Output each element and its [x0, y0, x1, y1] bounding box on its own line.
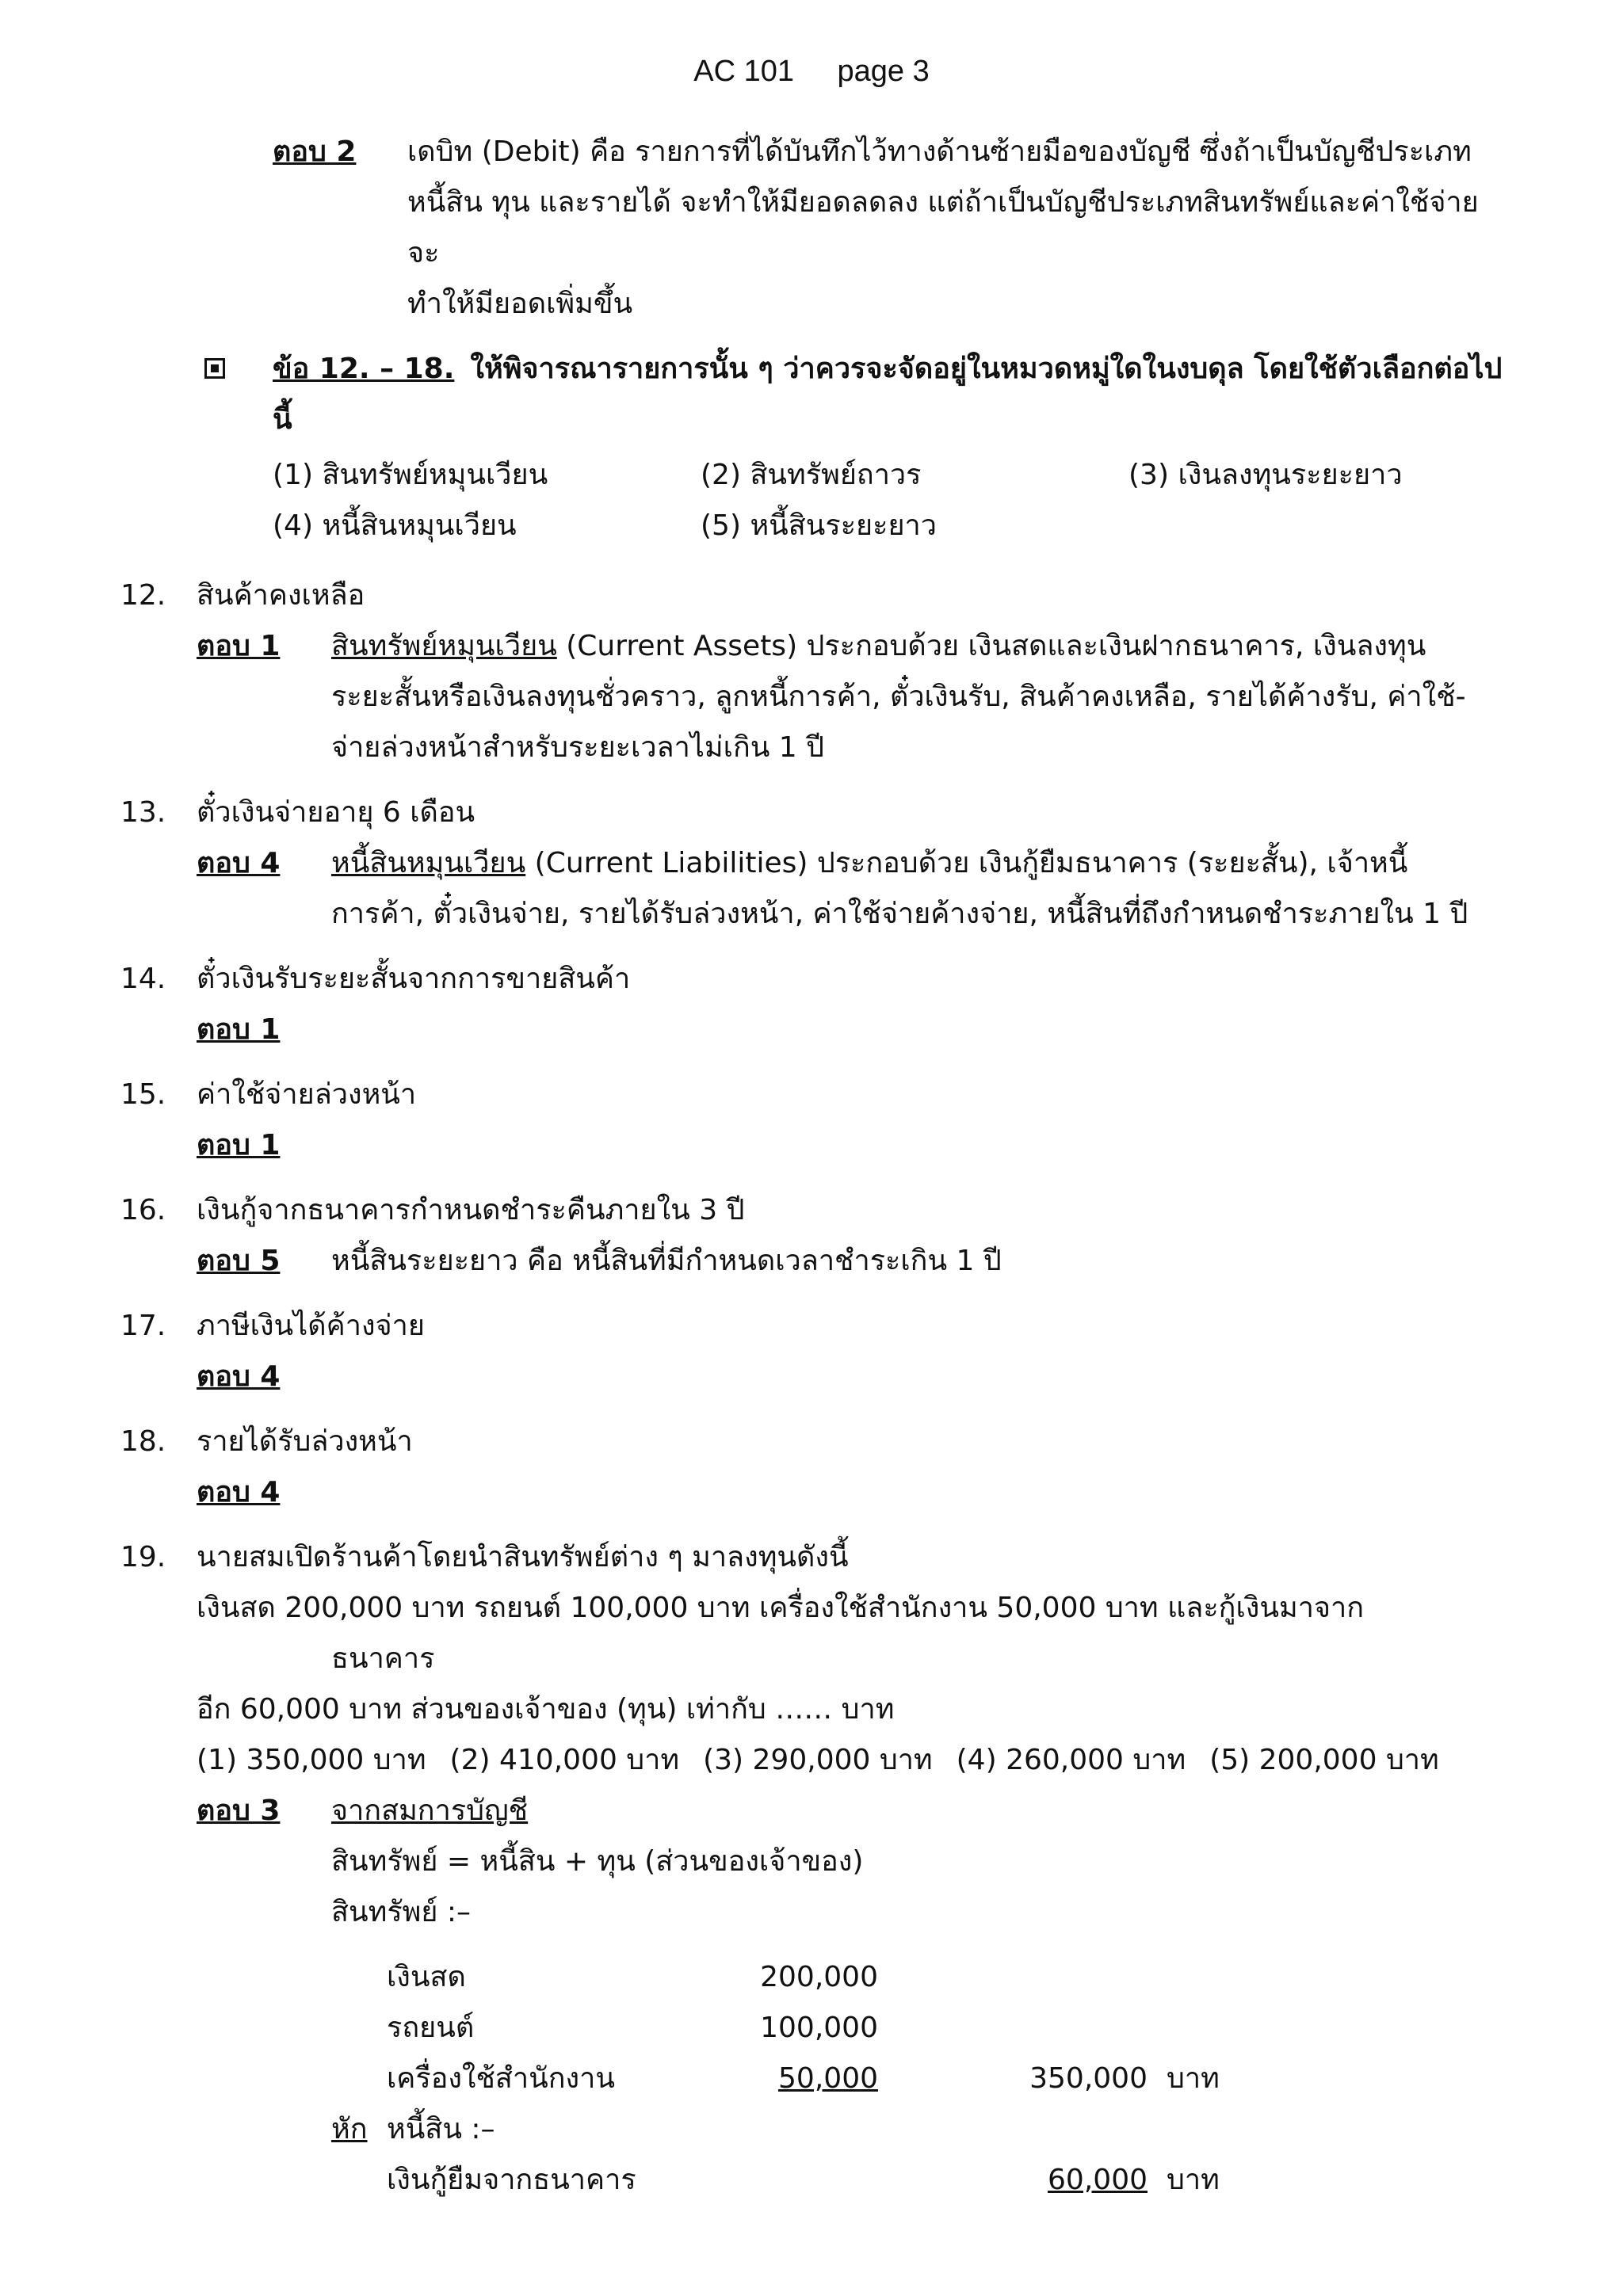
question-text: ภาษีเงินได้ค้างจ่าย [197, 1310, 425, 1342]
section-ref: ข้อ 12. – 18. [273, 353, 455, 385]
question-number: 18. [120, 1425, 166, 1458]
question-text: เงินกู้จากธนาคารกำหนดชำระคืนภายใน 3 ปี [197, 1194, 745, 1226]
question-14 [120, 954, 1504, 1055]
liability-amount: 60,000 [1048, 2164, 1148, 2196]
answer-line: ทำให้มียอดเพิ่มขึ้น [407, 288, 633, 320]
question-13 [120, 788, 1504, 940]
answer [120, 838, 1504, 940]
answer-line [331, 621, 1504, 672]
asset-amount: 50,000 [778, 2062, 878, 2095]
option-item: (2) สินทรัพย์ถาวร [701, 459, 922, 491]
answer-label: ตอบ 2 [273, 135, 357, 168]
question-line [120, 954, 1504, 1005]
answer-line: เดบิท (Debit) คือ รายการที่ได้บันทึกไว้ทางด้านซ้ายมือของบัญชี ซึ่งถ้าเป็นบัญชีประเภท [407, 135, 1472, 168]
course-code: AC 101 [693, 55, 794, 88]
question-number: 12. [120, 579, 166, 612]
asset-name: เงินสด [387, 1961, 466, 1993]
section-12-18 [197, 344, 1504, 551]
choice-item: (4) 260,000 บาท [956, 1744, 1186, 1776]
liability-row [331, 2155, 1504, 2206]
question-number: 13. [120, 796, 166, 829]
option-item: (4) หนี้สินหมุนเวียน [273, 509, 517, 542]
choice-item: (2) 410,000 บาท [449, 1744, 680, 1776]
answer-label: ตอบ 4 [197, 1476, 281, 1508]
less-label: หัก [331, 2113, 368, 2145]
accounting-equation: สินทรัพย์ = หนี้สิน + ทุน (ส่วนของเจ้าของ) [331, 1845, 864, 1878]
less-row [331, 2104, 1504, 2155]
question-text: นายสมเปิดร้านค้าโดยนำสินทรัพย์ต่าง ๆ มาลงทุนดังนี้ [197, 1541, 849, 1573]
answer-text: (Current Liabilities) ประกอบด้วย เงินกู้ยืมธนาคาร (ระยะสั้น), เจ้าหนี้ [525, 847, 1408, 879]
liabilities-label: หนี้สิน :– [387, 2113, 495, 2145]
answer-label: ตอบ 5 [197, 1245, 281, 1277]
question-15 [120, 1070, 1504, 1171]
liability-name: เงินกู้ยืมจากธนาคาร [387, 2164, 636, 2196]
asset-row [331, 1952, 1504, 2003]
answer [120, 621, 1504, 773]
answer [120, 1120, 1504, 1171]
section-heading [273, 344, 1504, 445]
question-text: สินค้าคงเหลือ [197, 579, 365, 612]
answer-line: ระยะสั้นหรือเงินลงทุนชั่วคราว, ลูกหนี้การค้า, ตั๋วเงินรับ, สินค้าคงเหลือ, รายได้ค้างรับ, ค่าใช้- [331, 681, 1466, 713]
question-16 [120, 1185, 1504, 1287]
answer-term: สินทรัพย์หมุนเวียน [331, 630, 557, 662]
answer-2 [197, 127, 1504, 330]
choice-item: (5) 200,000 บาท [1209, 1744, 1439, 1776]
choice-item: (3) 290,000 บาท [703, 1744, 933, 1776]
question-text: ตั๋วเงินรับระยะสั้นจากการขายสินค้า [197, 963, 631, 995]
answer-body [331, 621, 1504, 773]
asset-name: เครื่องใช้สำนักงาน [387, 2062, 615, 2095]
answer-label: ตอบ 1 [197, 630, 281, 662]
question-line [120, 1185, 1504, 1236]
answer-line: การค้า, ตั๋วเงินจ่าย, รายได้รับล่วงหน้า, ค่าใช้จ่ายค้างจ่าย, หนี้สินที่ถึงกำหนดชำระภายใน 1 ปี [331, 898, 1468, 930]
section-instruction: ให้พิจารณารายการนั้น ๆ ว่าควรจะจัดอยู่ในหมวดหมู่ใดในงบดุล โดยใช้ตัวเลือกต่อไปนี้ [273, 353, 1503, 436]
question-18 [120, 1417, 1504, 1518]
question-text: ค่าใช้จ่ายล่วงหน้า [197, 1078, 417, 1111]
answer [120, 1236, 1504, 1287]
answer [120, 1352, 1504, 1402]
answer-term: หนี้สินหมุนเวียน [331, 847, 526, 879]
assets-label: สินทรัพย์ :– [331, 1896, 472, 1928]
asset-row [331, 2054, 1504, 2104]
question-line [120, 1532, 1504, 1583]
question-line [120, 788, 1504, 838]
asset-name: รถยนต์ [387, 2012, 475, 2044]
question-number: 15. [120, 1078, 166, 1111]
asset-amount: 200,000 [760, 1961, 878, 1993]
question-19 [120, 1532, 1504, 2206]
question-line [120, 1301, 1504, 1352]
option-list [273, 450, 1504, 551]
calculation [331, 1836, 1504, 2206]
question-number: 17. [120, 1310, 166, 1342]
choice-list [197, 1735, 1504, 1786]
answer-body [407, 127, 1504, 330]
question-text: ตั๋วเงินจ่ายอายุ 6 เดือน [197, 796, 475, 829]
answer-line [331, 838, 1504, 889]
answer [120, 1467, 1504, 1518]
question-17 [120, 1301, 1504, 1402]
answer-text: (Current Assets) ประกอบด้วย เงินสดและเงินฝากธนาคาร, เงินลงทุน [556, 630, 1426, 662]
answer-label: ตอบ 4 [197, 847, 281, 879]
currency-unit: บาท [1167, 2062, 1220, 2095]
question-line [120, 570, 1504, 621]
answer-line: จ่ายล่วงหน้าสำหรับระยะเวลาไม่เกิน 1 ปี [331, 731, 825, 764]
option-item: (5) หนี้สินระยะยาว [701, 509, 937, 542]
option-item: (3) เงินลงทุนระยะยาว [1128, 459, 1403, 491]
asset-row [331, 2003, 1504, 2054]
question-number: 16. [120, 1194, 166, 1226]
answer-text: หนี้สินระยะยาว คือ หนี้สินที่มีกำหนดเวลาชำระเกิน 1 ปี [331, 1245, 1002, 1277]
asset-amount: 100,000 [760, 2012, 878, 2044]
answer-label: ตอบ 1 [197, 1129, 281, 1161]
question-number: 14. [120, 963, 166, 995]
choice-item: (1) 350,000 บาท [197, 1744, 426, 1776]
question-text: รายได้รับล่วงหน้า [197, 1425, 413, 1458]
question-detail: เงินสด 200,000 บาท รถยนต์ 100,000 บาท เครื่องใช้สำนักงาน 50,000 บาท และกู้เงินมาจาก [197, 1592, 1365, 1624]
checkbox-bullet-icon [204, 358, 225, 379]
answer-label: ตอบ 4 [197, 1360, 281, 1393]
question-number: 19. [120, 1541, 166, 1573]
page-number: page 3 [837, 55, 930, 88]
question-detail: อีก 60,000 บาท ส่วนของเจ้าของ (ทุน) เท่ากับ …… บาท [197, 1693, 895, 1726]
answer-label: ตอบ 1 [197, 1013, 281, 1046]
question-line [120, 1417, 1504, 1467]
answer-body [331, 838, 1504, 940]
answer [120, 1786, 1504, 1836]
question-detail: ธนาคาร [331, 1642, 435, 1675]
asset-total: 350,000 [1029, 2062, 1148, 2095]
answer-line: หนี้สิน ทุน และรายได้ จะทำให้มียอดลดลง แต่ถ้าเป็นบัญชีประเภทสินทรัพย์และค่าใช้จ่าย จะ [407, 186, 1479, 269]
answer-heading: จากสมการบัญชี [331, 1794, 529, 1827]
answer-label: ตอบ 3 [197, 1794, 281, 1827]
option-item: (1) สินทรัพย์หมุนเวียน [273, 459, 548, 491]
page-header [0, 46, 1623, 97]
answer [120, 1005, 1504, 1055]
currency-unit: บาท [1167, 2164, 1220, 2196]
document-content [120, 127, 1504, 2206]
question-line [120, 1070, 1504, 1120]
question-12 [120, 570, 1504, 773]
